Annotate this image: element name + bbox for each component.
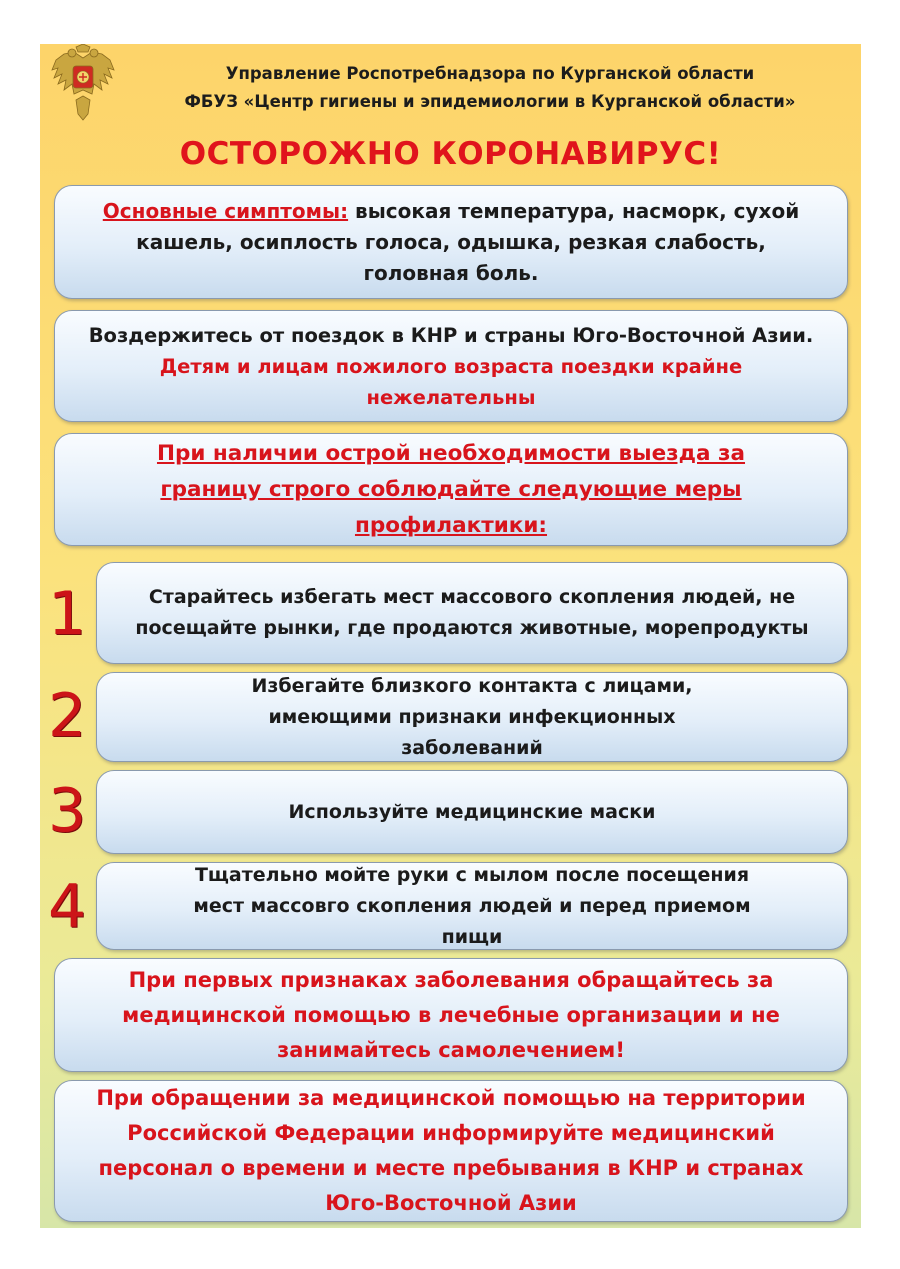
measure-number-1: 1 bbox=[48, 579, 87, 649]
travel-risk-groups: Детям и лицам пожилого возраста поездки крайне нежелательны bbox=[159, 354, 743, 409]
measure-box-2 bbox=[96, 672, 848, 762]
necessity-text: При наличии острой необходимости выезда за границу строго соблюдайте следующие меры профилактики: bbox=[156, 440, 746, 538]
first-signs-box bbox=[54, 958, 848, 1072]
travel-box bbox=[54, 310, 848, 422]
measure-number-3: 3 bbox=[48, 776, 87, 846]
measure-box-3 bbox=[96, 770, 848, 854]
symptoms-label: Основные симптомы: bbox=[102, 198, 349, 223]
first-signs-text: При первых признаках заболевания обращайтесь за медицинской помощью в лечебные организации и не занимайтесь самолечением! bbox=[122, 967, 780, 1062]
double-headed-eagle-emblem-icon bbox=[46, 44, 120, 122]
measure-box-1 bbox=[96, 562, 848, 664]
measure-number-4: 4 bbox=[48, 872, 87, 942]
inform-text: При обращении за медицинской помощью на территории Российской Федерации информируйте медицинский персонал о времени и месте пребывания в КНР и странах Юго-Восточной Азии bbox=[96, 1086, 806, 1215]
measure-text-3: Используйте медицинские маски bbox=[288, 800, 656, 823]
necessity-box bbox=[54, 433, 848, 546]
symptoms-box bbox=[54, 185, 848, 299]
measure-number-2: 2 bbox=[48, 681, 87, 751]
poster bbox=[40, 44, 861, 1228]
travel-warning: Воздержитесь от поездок в КНР и страны Юго-Восточной Азии. bbox=[88, 323, 814, 347]
inform-box bbox=[54, 1080, 848, 1222]
page-title: ОСТОРОЖНО КОРОНАВИРУС! bbox=[179, 136, 722, 172]
measure-text-1: Старайтесь избегать мест массового скопления людей, не посещайте рынки, где продаются животные, морепродукты bbox=[135, 586, 809, 639]
header-organization-line: Управление Роспотребнадзора по Курганской области bbox=[225, 64, 755, 83]
measure-text-2: Избегайте близкого контакта с лицами, имеющими признаки инфекционных заболеваний bbox=[251, 674, 693, 759]
measure-box-4 bbox=[96, 862, 848, 950]
measure-text-4: Тщательно мойте руки с мылом после посещения мест массовго скопления людей и перед приемом пищи bbox=[193, 863, 751, 948]
symptoms-text: высокая температура, насморк, сухой кашель, осиплость голоса, одышка, резкая слабость, головная боль. bbox=[136, 198, 800, 285]
header-center-line: ФБУЗ «Центр гигиены и эпидемиологии в Курганской области» bbox=[184, 92, 796, 111]
